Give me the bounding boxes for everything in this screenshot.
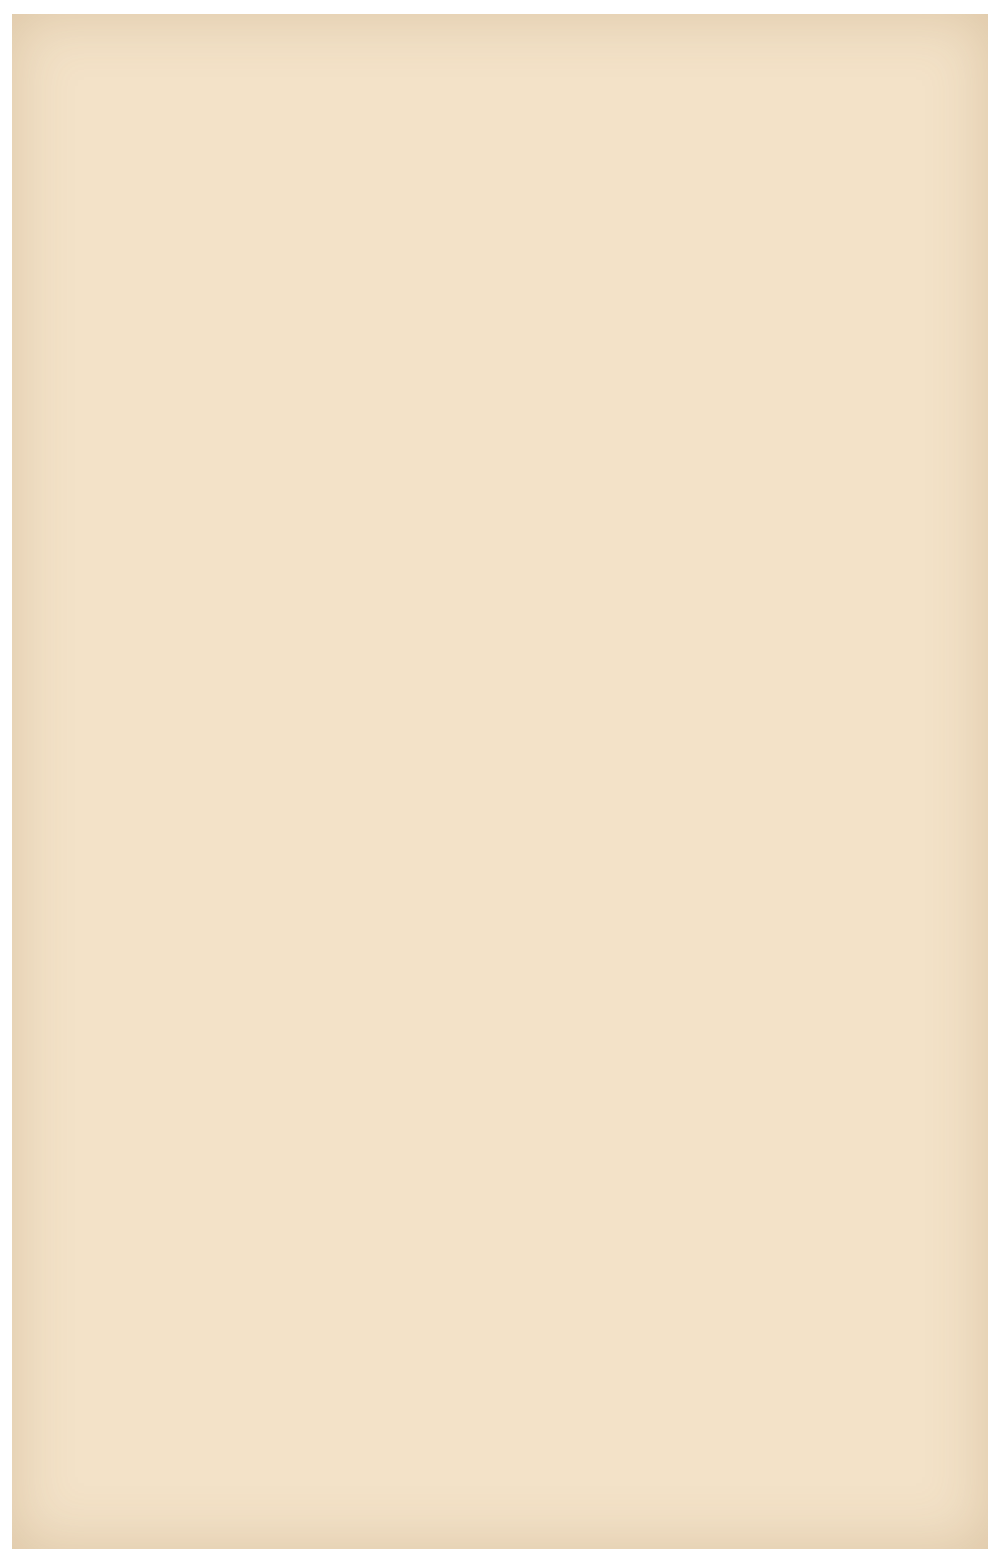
document-page (12, 14, 988, 1549)
